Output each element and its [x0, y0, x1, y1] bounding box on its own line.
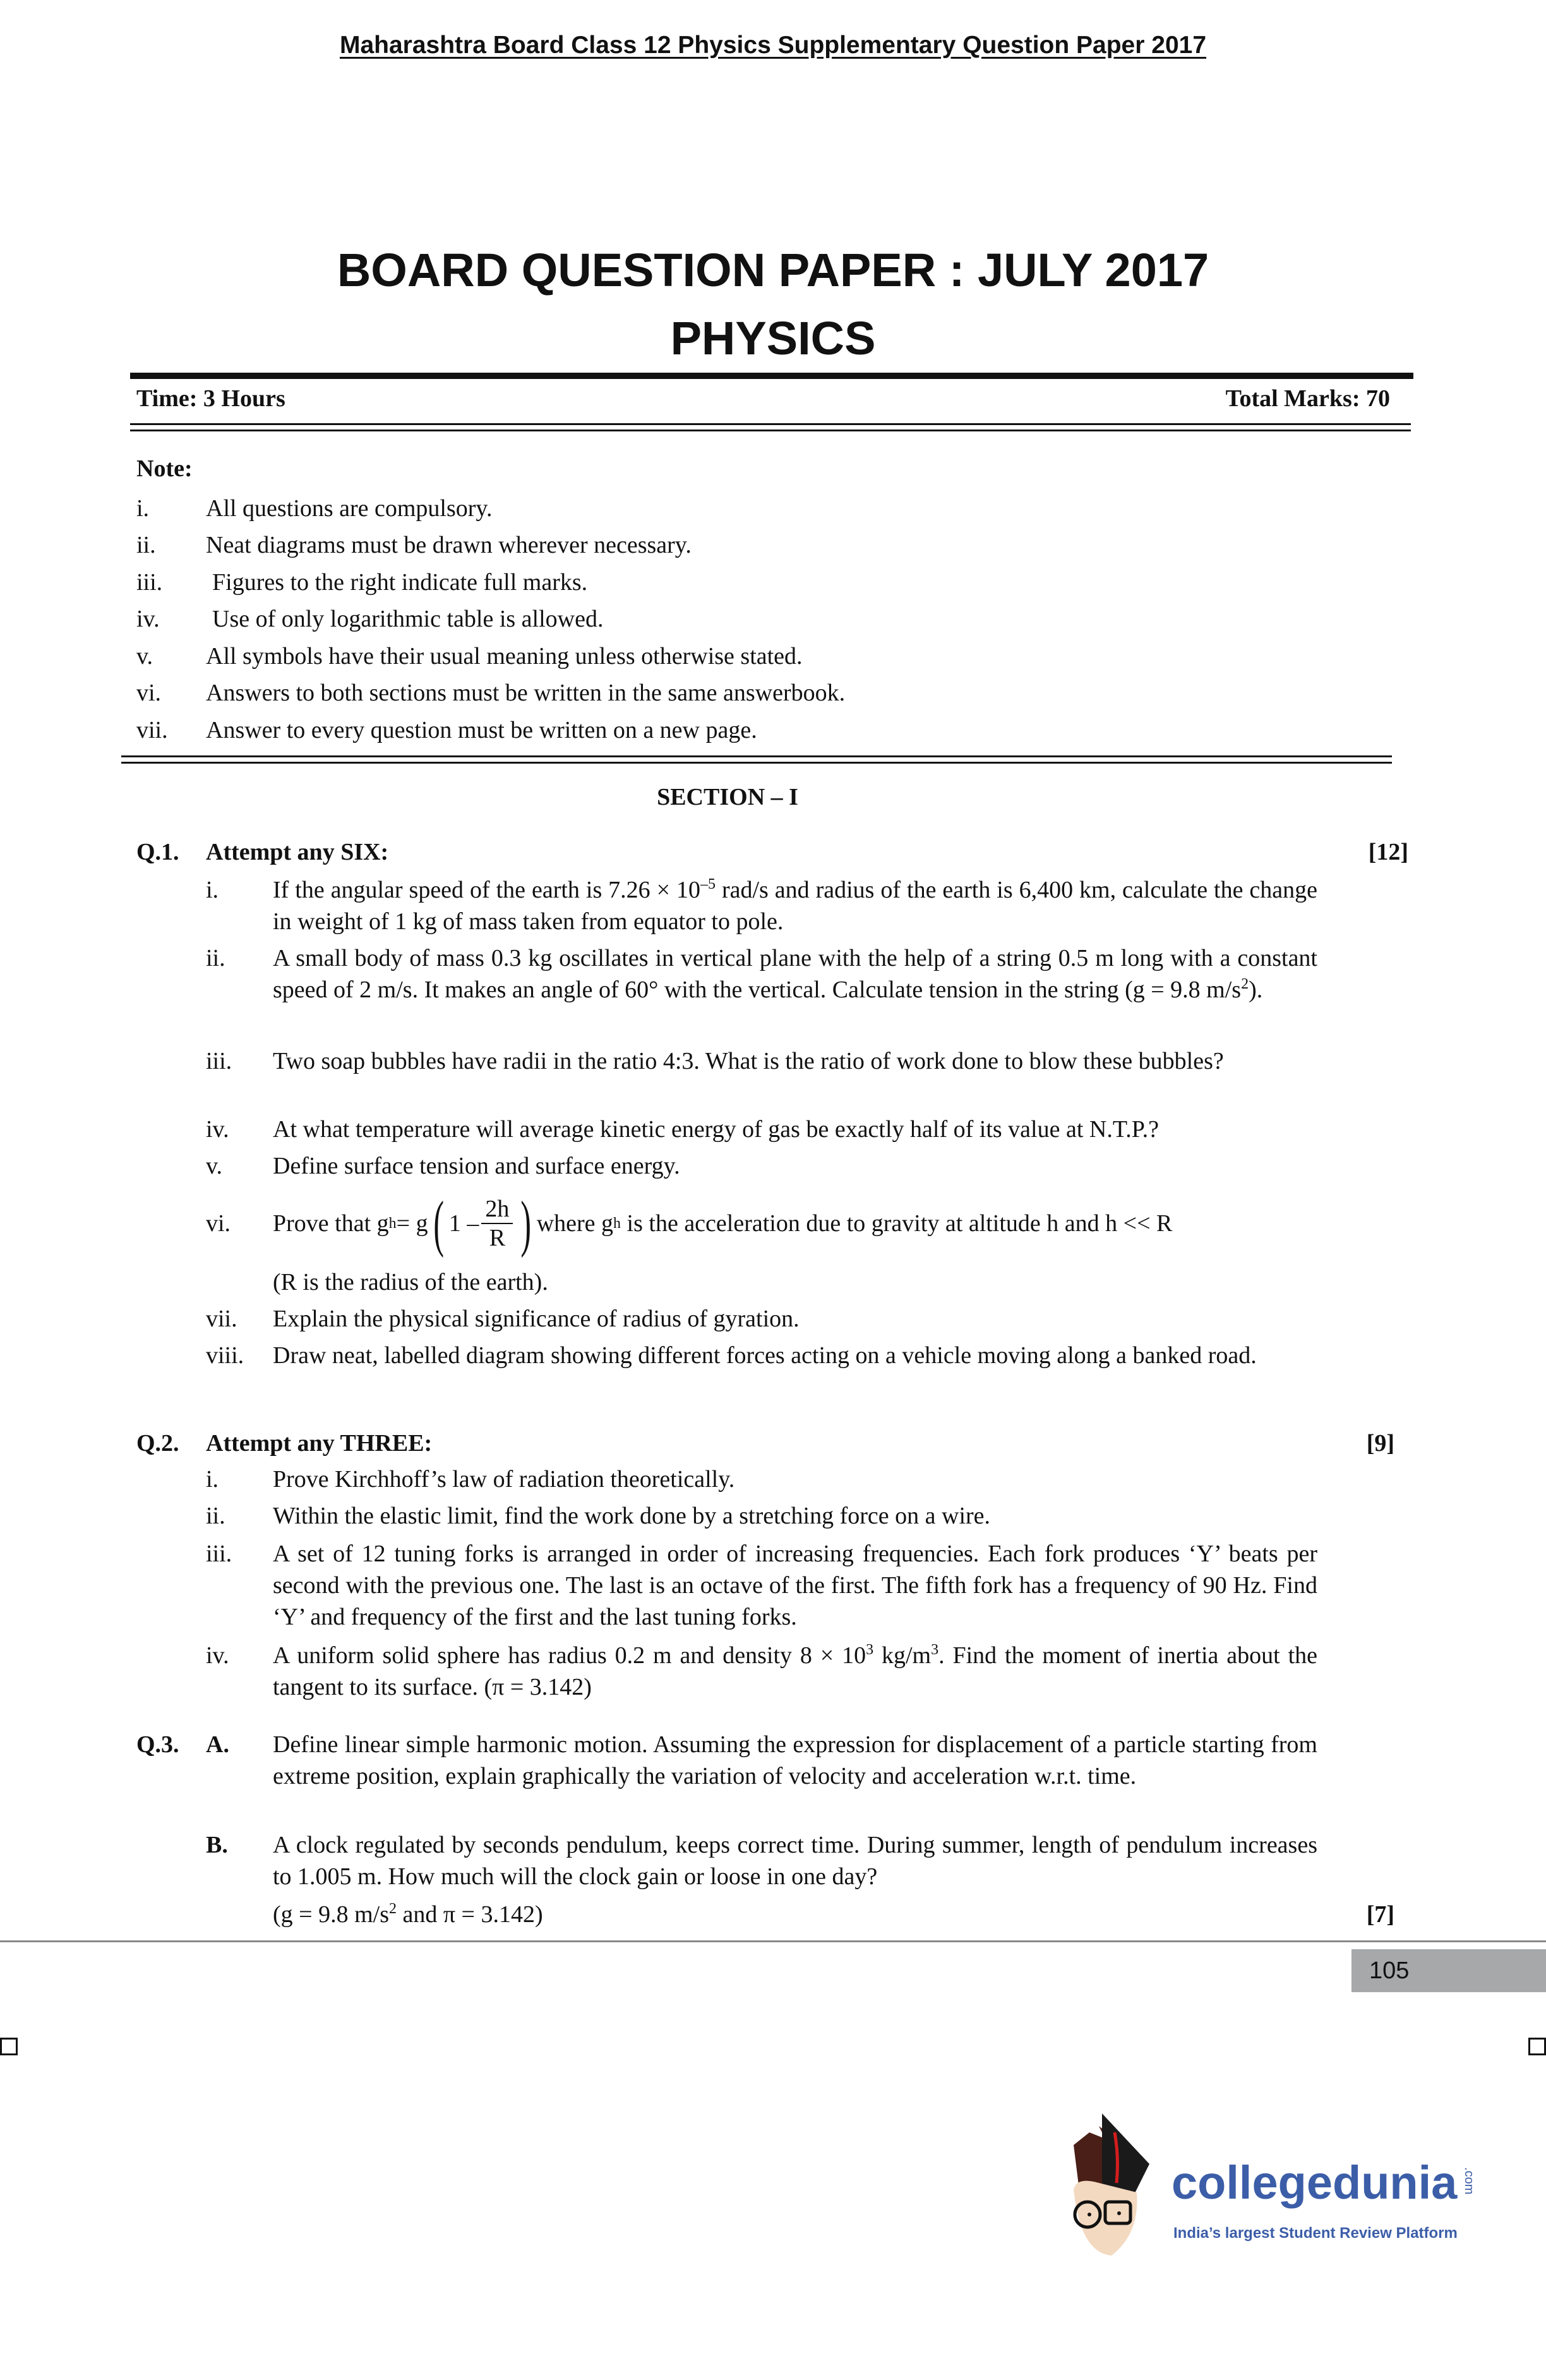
question-marks: [12] — [1368, 839, 1408, 865]
question-item — [273, 942, 1317, 1006]
item-number: v. — [206, 1153, 223, 1179]
question-item: Two soap bubbles have radii in the ratio 4:3. What is the ratio of work done to blow these bubbles? — [273, 1048, 1224, 1074]
question-item: Define linear simple harmonic motion. Assuming the expression for displacement of a particle starting from extreme position, explain graphically the variation of velocity and acceleration w.r.t. time. — [273, 1731, 1317, 1789]
note-heading: Note: — [136, 455, 193, 482]
item-text: and π = 3.142) — [397, 1901, 543, 1928]
corner-mark — [1528, 2038, 1546, 2055]
note-number: vi. — [136, 680, 162, 706]
note-number: i. — [136, 495, 150, 522]
note-number: v. — [136, 643, 153, 670]
item-number: iv. — [206, 1116, 229, 1143]
question-heading: Attempt any SIX: — [206, 839, 389, 865]
item-number: vii. — [206, 1306, 237, 1332]
question-item: Prove Kirchhoff’s law of radiation theoretically. — [273, 1466, 735, 1493]
part-label: A. — [206, 1731, 229, 1758]
item-number: viii. — [206, 1342, 244, 1369]
question-item: At what temperature will average kinetic energy of gas be exactly half of its value at N.T.P.? — [273, 1116, 1160, 1143]
item-text: where g — [536, 1210, 614, 1237]
exponent: 3 — [866, 1642, 874, 1658]
item-number: vi. — [206, 1210, 231, 1237]
question-marks: [7] — [1366, 1901, 1394, 1928]
item-text: . Find the moment of inertia about the tangent to its surface. (π = 3.142) — [273, 1642, 1317, 1700]
item-text: (g = 9.8 m/s — [273, 1901, 389, 1928]
subject-title: PHYSICS — [670, 312, 876, 364]
question-item-continued: (R is the radius of the earth). — [273, 1269, 548, 1295]
double-rule — [130, 430, 1411, 431]
double-rule — [121, 755, 1392, 757]
left-paren: ( — [433, 1188, 444, 1258]
item-text: rad/s and radius of the earth is 6,400 km, calculate the change in weight of 1 kg of mass taken from equator to pole. — [273, 877, 1317, 935]
formula-one: 1 – — [448, 1210, 479, 1237]
time-label: Time: 3 Hours — [136, 385, 285, 412]
thick-rule — [130, 373, 1413, 379]
question-item: Within the elastic limit, find the work done by a stretching force on a wire. — [273, 1503, 991, 1529]
numerator: 2h — [481, 1195, 513, 1224]
logo-tagline: India’s largest Student Review Platform — [1173, 2225, 1458, 2242]
running-header — [0, 32, 1546, 59]
collegedunia-logo — [1061, 2107, 1503, 2265]
question-label: Q.2. — [136, 1430, 179, 1457]
note-item: All symbols have their usual meaning unless otherwise stated. — [206, 643, 803, 670]
item-text: If the angular speed of the earth is 7.26 × 10 — [273, 877, 701, 903]
footer-rule — [0, 1940, 1546, 1942]
item-number: ii. — [206, 945, 225, 971]
item-number: i. — [206, 877, 219, 903]
question-item: A clock regulated by seconds pendulum, keeps correct time. During summer, length of pendulum increases to 1.005 m. How much will the clock gain or loose in one day? — [273, 1832, 1317, 1890]
note-item: Answers to both sections must be written in the same answerbook. — [206, 680, 846, 706]
note-number: ii. — [136, 532, 156, 558]
question-marks: [9] — [1366, 1430, 1394, 1457]
question-item-formula: Prove that g h = g ( 1 – $\frac{2h}{R}$ ) where g h is the acceleration due to gravity at altitude h and h << R — [273, 1188, 1173, 1258]
question-item: Define surface tension and surface energy. — [273, 1153, 680, 1179]
question-label: Q.1. — [136, 839, 179, 865]
note-item: Figures to the right indicate full marks. — [212, 569, 588, 596]
question-item-continued — [273, 1899, 1157, 1930]
page-number: 105 — [1351, 1949, 1546, 1992]
item-text: kg/m — [873, 1642, 932, 1669]
question-item — [273, 1640, 1317, 1703]
item-text: is the acceleration due to gravity at altitude h and h << R — [621, 1210, 1173, 1237]
exponent: 2 — [1241, 976, 1249, 992]
question-label: Q.3. — [136, 1731, 179, 1758]
item-number: iii. — [206, 1048, 232, 1074]
paper-title: BOARD QUESTION PAPER : JULY 2017 — [337, 244, 1209, 296]
question-item: Draw neat, labelled diagram showing different forces acting on a vehicle moving along a banked road. — [273, 1342, 1257, 1369]
mascot-icon — [1061, 2107, 1156, 2265]
question-item: A set of 12 tuning forks is arranged in order of increasing frequencies. Each fork produces ‘Y’ beats per second with the previous one. The last is an octave of the first. The fifth fork has a frequency of 90 Hz. Find ‘Y’ and frequency of the first and the last tuning forks. — [273, 1541, 1317, 1630]
item-text: A small body of mass 0.3 kg oscillates in vertical plane with the help of a string 0.5 m long with a constant speed of 2 m/s. It makes an angle of 60° with the vertical. Calculate tension in the string (g = 9.8 m/s — [273, 945, 1317, 1003]
note-number: iv. — [136, 606, 160, 632]
fraction — [481, 1195, 513, 1252]
logo-suffix: .com — [1462, 2167, 1476, 2195]
note-item: Use of only logarithmic table is allowed. — [212, 606, 604, 632]
section-heading: SECTION – I — [657, 784, 798, 810]
part-label: B. — [206, 1832, 228, 1858]
item-number: iv. — [206, 1642, 229, 1669]
note-number: vii. — [136, 717, 168, 743]
right-paren: ) — [520, 1188, 532, 1258]
logo-wordmark: collegedunia — [1171, 2156, 1458, 2209]
exponent: 3 — [931, 1642, 939, 1658]
question-item: Explain the physical significance of radius of gyration. — [273, 1306, 800, 1332]
total-marks: Total Marks: 70 — [1225, 385, 1390, 412]
exponent: –5 — [700, 876, 716, 892]
item-text: = g — [396, 1210, 428, 1237]
double-rule — [121, 762, 1392, 764]
exponent: 2 — [389, 1901, 397, 1917]
note-item: Answer to every question must be written on a new page. — [206, 717, 757, 743]
item-text: A uniform solid sphere has radius 0.2 m and density 8 × 10 — [273, 1642, 866, 1669]
item-number: i. — [206, 1466, 219, 1493]
running-title: Maharashtra Board Class 12 Physics Supplementary Question Paper 2017 — [339, 32, 1207, 59]
note-number: iii. — [136, 569, 163, 596]
item-text: ). — [1249, 977, 1263, 1003]
note-item: All questions are compulsory. — [206, 495, 493, 522]
denominator: R — [489, 1225, 506, 1251]
item-text: Prove that g — [273, 1210, 389, 1237]
double-rule — [130, 423, 1411, 425]
note-item: Neat diagrams must be drawn wherever necessary. — [206, 532, 692, 558]
item-number: ii. — [206, 1503, 225, 1529]
item-number: iii. — [206, 1541, 232, 1567]
question-heading: Attempt any THREE: — [206, 1430, 433, 1457]
question-item — [273, 874, 1317, 937]
corner-mark — [0, 2038, 18, 2055]
